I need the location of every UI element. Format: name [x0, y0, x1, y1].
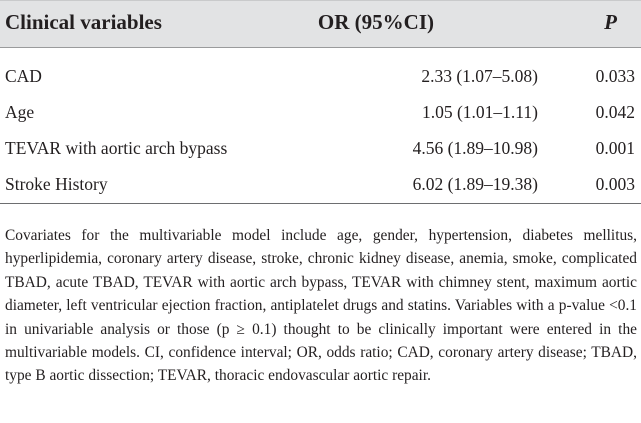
table-row — [0, 94, 641, 130]
table-header-row — [0, 0, 641, 48]
table-row — [0, 166, 641, 202]
row-variable: CAD — [5, 66, 42, 86]
table-row — [0, 130, 641, 166]
row-variable: TEVAR with aortic arch bypass — [5, 138, 228, 158]
header-p-value: P — [604, 10, 617, 34]
header-odds-ratio: OR (95%CI) — [317, 10, 434, 34]
row-p-value: 0.042 — [595, 102, 635, 122]
row-odds-ratio: 1.05 (1.01–1.11) — [421, 102, 538, 122]
table-footnote: Covariates for the multivariable model include age, gender, hypertension, diabetes mellitus, hyperlipidemia, coronary artery disease, stroke, chronic kidney disease, anemia, smoke, complicated TBAD, acute TBAD, TEVAR with aortic arch bypass, TEVAR with chimney stent, maximum aortic diameter, left ventricular ejection fraction, antiplatelet drugs and statins. Variables with a p-value <0.1 in univariable analysis or those (p ≥ 0.1) thought to be clinically important were entered in the multivariable models. CI, confidence interval; OR, odds ratio; CAD, coronary artery disease; TBAD, type B aortic dissection; TEVAR, thoracic endovascular aortic repair. — [5, 227, 637, 385]
header-clinical-variables: Clinical variables — [5, 10, 162, 34]
row-odds-ratio: 2.33 (1.07–5.08) — [421, 66, 538, 86]
row-variable: Age — [5, 102, 35, 122]
row-odds-ratio: 4.56 (1.89–10.98) — [412, 138, 538, 158]
row-odds-ratio: 6.02 (1.89–19.38) — [412, 174, 538, 194]
table-row — [0, 58, 641, 94]
row-variable: Stroke History — [5, 174, 108, 194]
table-bottom-rule — [0, 203, 641, 204]
row-p-value: 0.001 — [595, 138, 635, 158]
row-p-value: 0.003 — [595, 174, 635, 194]
row-p-value: 0.033 — [595, 66, 635, 86]
